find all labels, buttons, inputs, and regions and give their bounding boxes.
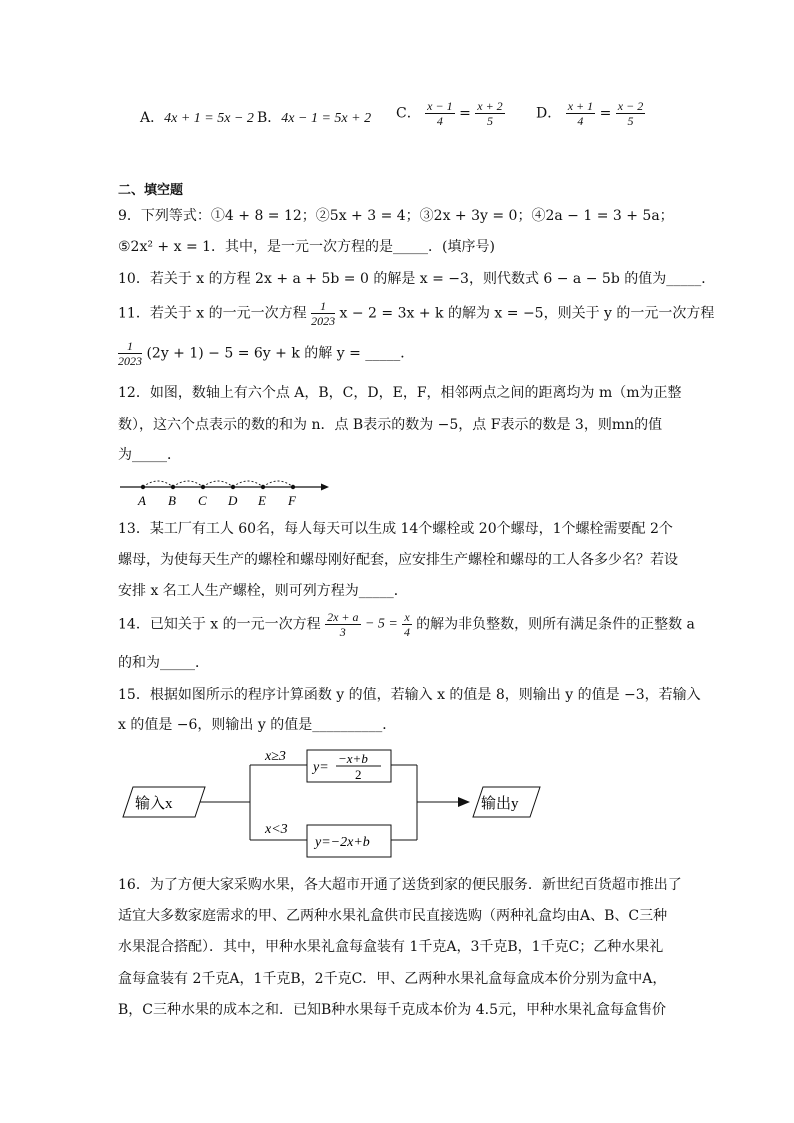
choice-a-expr: 4x + 1 = 5x − 2 bbox=[164, 111, 254, 126]
q12-line1: 12．如图，数轴上有六个点 A，B，C，D，E，F，相邻两点之间的距离均为 m（m为正整 bbox=[118, 385, 682, 401]
number-line-point bbox=[261, 485, 265, 489]
q16-line3: 水果混合搭配）．其中，甲种水果礼盒每盒装有 1千克A，3千克B，1千克C；乙种水果礼 bbox=[118, 939, 664, 955]
q16-line1: 16．为了方便大家采购水果，各大超市开通了送货到家的便民服务．新世纪百货超市推出了 bbox=[118, 877, 682, 893]
output-label: 输出y bbox=[481, 796, 519, 812]
choice-c-right-fraction: $\frac{x + 2}{5}$ bbox=[477, 99, 503, 128]
q11-line1: 11．若关于 x 的一元一次方程 $\frac{1}{2023}$ x − 2 = 3x + k 的解为 x = −5，则关于 y 的一元一次方程 bbox=[118, 299, 715, 328]
choice-b bbox=[257, 111, 371, 126]
q16-line4: 盒每盒装有 2千克A，1千克B，2千克C．甲、乙两种水果礼盒每盒成本价分别为盒中A， bbox=[118, 971, 667, 987]
number-line-point bbox=[171, 485, 175, 489]
number-line-arrow-icon bbox=[321, 484, 329, 491]
point-label-a: A bbox=[138, 493, 146, 508]
q15-line1: 15．根据如图所示的程序计算函数 y 的值，若输入 x 的值是 8，则输出 y 的值是 −3，若输入 bbox=[118, 687, 701, 703]
q9-line1: 9．下列等式：①4 + 8 = 12；②5x + 3 = 4；③2x + 3y = 0；④2a − 1 = 3 + 5a； bbox=[118, 208, 674, 224]
choice-d-left-fraction: $\frac{x + 1}{4}$ bbox=[567, 99, 594, 128]
q16-line2: 适宜大多数家庭需求的甲、乙两种水果礼盒供市民直接选购（两种礼盒均由A、B、C三种 bbox=[118, 908, 668, 924]
function-bottom: y=−2x+b bbox=[315, 835, 370, 850]
point-label-f: F bbox=[288, 493, 296, 508]
q12-line3: 为_____． bbox=[118, 447, 181, 463]
function-top-numerator: −x+b bbox=[338, 751, 368, 766]
choice-b-label: B． bbox=[257, 110, 282, 126]
q16-line5: B，C三种水果的成本之和．已知B种水果每千克成本价为 4.5元，甲种水果礼盒每盒售价 bbox=[118, 1002, 667, 1018]
q13-line2: 螺母，为使每天生产的螺栓和螺母刚好配套，应安排生产螺栓和螺母的工人各多少名？若设 bbox=[118, 552, 678, 568]
number-line-arc bbox=[173, 481, 203, 487]
condition-top: x≥3 bbox=[265, 749, 286, 764]
choice-c: C． $\frac{x - 1}{4}$ = $\frac{x + 2}{5}$ bbox=[396, 99, 503, 128]
number-line-point bbox=[201, 485, 205, 489]
input-label: 输入x bbox=[135, 796, 173, 812]
point-label-d: D bbox=[228, 493, 238, 508]
number-line-point bbox=[231, 485, 235, 489]
program-flowchart bbox=[115, 745, 545, 865]
choice-d: D． $\frac{x + 1}{4}$ = $\frac{x - 2}{5}$ bbox=[536, 99, 644, 128]
choice-c-label: C． bbox=[396, 105, 421, 122]
point-label-b: B bbox=[168, 493, 176, 508]
function-top-prefix: y= bbox=[313, 760, 329, 775]
number-line-arc bbox=[203, 481, 233, 487]
q13-line1: 13．某工厂有工人 60名，每人每天可以生成 14个螺栓或 20个螺母，1个螺栓需要配 2个 bbox=[118, 521, 673, 537]
function-top-denominator: 2 bbox=[355, 767, 362, 782]
point-label-e: E bbox=[258, 493, 266, 508]
q9-line2: ⑤2x² + x = 1．其中，是一元一次方程的是_____．(填序号) bbox=[118, 239, 495, 255]
choice-c-left-fraction: $\frac{x - 1}{4}$ bbox=[427, 99, 453, 128]
q13-line3: 安排 x 名工人生产螺栓，则可列方程为_____． bbox=[118, 583, 408, 599]
q11-line2: $\frac{1}{2023}$ (2y + 1) − 5 = 6y + k 的解 y = _____． bbox=[118, 339, 415, 368]
q12-line2: 数），这六个点表示的数的和为 n．点 B表示的数为 −5，点 F表示的数是 3，则mn的值 bbox=[118, 417, 663, 433]
q15-line2: x 的值是 −6，则输出 y 的值是__________． bbox=[118, 717, 397, 733]
q14-fraction-1: $\frac{2x + a}{3}$ bbox=[327, 610, 359, 639]
number-line-figure bbox=[115, 470, 335, 510]
condition-bottom: x<3 bbox=[265, 822, 288, 837]
q14-line1: 14．已知关于 x 的一元一次方程 $\frac{2x + a}{3}$ − 5 = $\frac{x}{4}$ 的解为非负整数，则所有满足条件的正整数 a bbox=[118, 610, 695, 639]
choice-d-right-fraction: $\frac{x - 2}{5}$ bbox=[617, 99, 644, 128]
choice-d-label: D． bbox=[536, 105, 562, 122]
q11-line2-fraction: $\frac{1}{2023}$ bbox=[118, 339, 142, 368]
point-label-c: C bbox=[198, 493, 207, 508]
choice-a bbox=[140, 111, 254, 126]
q14-fraction-2: $\frac{x}{4}$ bbox=[403, 610, 410, 639]
choice-b-expr: 4x − 1 = 5x + 2 bbox=[281, 111, 372, 126]
q10-text: 10．若关于 x 的方程 2x + a + 5b = 0 的解是 x = −3，则代数式 6 − a − 5b 的值为_____． bbox=[118, 271, 716, 287]
number-line-point bbox=[141, 485, 145, 489]
q11-fraction: $\frac{1}{2023}$ bbox=[311, 299, 336, 328]
arrow-right-icon bbox=[458, 797, 470, 807]
section-title: 二、填空题 bbox=[118, 183, 184, 198]
number-line-arc bbox=[233, 481, 263, 487]
q14-line2: 的和为_____． bbox=[118, 655, 209, 671]
number-line-point bbox=[291, 485, 295, 489]
choice-a-label: A． bbox=[140, 110, 165, 126]
number-line-arc bbox=[143, 481, 173, 487]
number-line-arc bbox=[263, 481, 293, 487]
